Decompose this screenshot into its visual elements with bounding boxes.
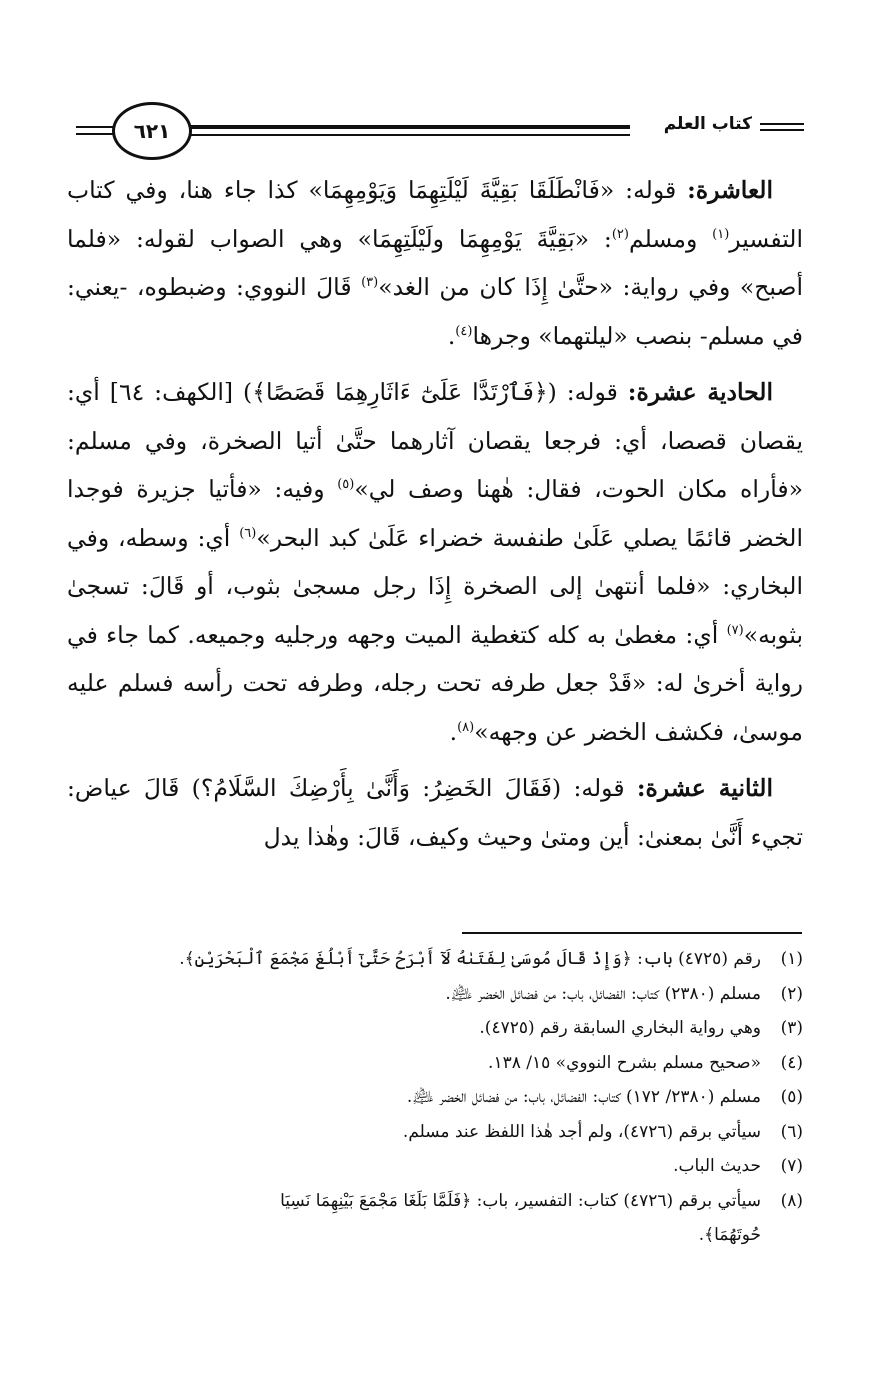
footnote-ref: (٧) bbox=[726, 622, 744, 638]
paragraph-text: ومسلم bbox=[628, 224, 713, 253]
paragraph-text: أي: مغطىٰ به كله كتغطية الميت وجهه ورجليه وجميعه. كما جاء في رواية أخرىٰ له: «قَدْ جعل طرفه تحت رجله، وطرفه تحت رأسه فسلم عليه موسىٰ، فكشف الخضر عن وجهه» bbox=[67, 620, 803, 746]
footnote-ref: (٨) bbox=[457, 719, 475, 735]
header-rule-right-top bbox=[760, 123, 804, 125]
footnote-text bbox=[67, 1184, 761, 1253]
footnote-number: (٢) bbox=[780, 983, 803, 1004]
footnote-text: سيأتي برقم (٤٧٢٦)، ولم أجد هٰذا اللفظ عند مسلم. bbox=[402, 1121, 761, 1142]
footnote-5 bbox=[67, 1080, 803, 1115]
header-rule-left-bottom bbox=[76, 133, 116, 135]
main-text bbox=[67, 166, 803, 869]
paragraph-heading: الثانية عشرة: bbox=[636, 774, 773, 802]
footnote-ref: (٢) bbox=[611, 226, 629, 242]
running-title: كتاب العلم bbox=[663, 114, 752, 134]
footnote-number: (٤) bbox=[780, 1052, 803, 1073]
footnote-text-line: سيأتي برقم (٤٧٢٦) كتاب: التفسير، باب: ﴿فَلَمَّا بَلَغَا مَجْمَعَ بَيْنِهِمَا نَسِيَا bbox=[280, 1190, 761, 1211]
paragraph-eleventh bbox=[67, 368, 803, 756]
paragraph-heading: الحادية عشرة: bbox=[627, 378, 773, 406]
footnote-1 bbox=[67, 942, 803, 977]
footnote-number: (٧) bbox=[780, 1156, 803, 1176]
header-rule-thin bbox=[190, 134, 630, 136]
footnote-3 bbox=[67, 1011, 803, 1046]
paragraph-text: قوله: (﴿فَٱرْتَدَّا عَلَىٰٓ ءَاثَارِهِمَا قَصَصًا﴾) [الكهف: ٦٤] أي: يقصان قصصا، أي: فرجعا يقصان آثارهما حتَّىٰ أتيا الصخرة، وفي مسلم: «فأراه مكان الحوت، فقال: هٰهنا وصف لي» bbox=[67, 378, 803, 503]
footnote-6 bbox=[67, 1115, 803, 1150]
footnote-text: «صحيح مسلم بشرح النووي» ١٥/ ١٣٨. bbox=[488, 1052, 761, 1073]
footnote-text: وهي رواية البخاري السابقة رقم (٤٧٢٥). bbox=[479, 1018, 761, 1038]
footnotes bbox=[67, 942, 803, 1253]
page-number-frame bbox=[112, 102, 192, 160]
paragraph-twelfth bbox=[67, 764, 803, 861]
paragraph-text: وفيه: «فأتيا جزيرة فوجدا الخضر قائمًا يصلي عَلَىٰ طنفسة خضراء عَلَىٰ كبد البحر» bbox=[67, 475, 803, 552]
footnote-number: (١) bbox=[780, 949, 803, 969]
footnote-ref: (٤) bbox=[455, 323, 473, 339]
footnote-ref: (٣) bbox=[361, 275, 379, 291]
footnote-number: (٦) bbox=[780, 1121, 803, 1142]
footnote-number: (٨) bbox=[780, 1190, 803, 1211]
paragraph-text: . bbox=[447, 321, 456, 350]
footnote-2 bbox=[67, 977, 803, 1012]
footnote-ref: (٦) bbox=[239, 525, 257, 541]
paragraph-heading: العاشرة: bbox=[687, 176, 773, 204]
header-rule-right-bottom bbox=[760, 129, 804, 131]
footnote-text: رقم (٤٧٢٥) باب: ﴿وَإِذْ قَالَ مُوسَىٰ لِفَتَىٰهُ لَآ أَبْرَحُ حَتَّىٰٓ أَبْلُغَ مَجْمَعَ ٱلْبَحْرَيْنِ﴾. bbox=[179, 949, 761, 969]
paragraph-tenth bbox=[67, 166, 803, 360]
footnote-number: (٥) bbox=[780, 1087, 803, 1107]
footnote-separator bbox=[462, 932, 802, 934]
header-rule-left-top bbox=[76, 126, 116, 128]
paragraph-text: قوله: «فَانْطَلَقَا بَقِيَّةَ لَيْلَتِهِمَا وَيَوْمِهِمَا» كذا جاء هنا، وفي كتاب التفسير bbox=[67, 176, 803, 253]
paragraph-text: قوله: (فَقَالَ الخَضِرُ: وَأَنَّىٰ بِأَرْضِكَ السَّلَامُ؟) قَالَ عياض: تجيء أَنَّىٰ بمعنىٰ: أين ومتىٰ وحيث وكيف، قَالَ: وهٰذا يدل bbox=[67, 774, 803, 851]
paragraph-text: قَالَ النووي: وضبطوه، -يعني: في مسلم- بنصب «ليلتهما» وجرها bbox=[67, 273, 803, 350]
footnote-text: مسلم (٢٣٨٠/ ١٧٢) كتاب: الفضائل، باب: من فضائل الخضر ﵇. bbox=[406, 1087, 761, 1107]
footnote-8 bbox=[67, 1184, 803, 1253]
page-header bbox=[76, 98, 804, 164]
footnote-7 bbox=[67, 1149, 803, 1184]
footnote-text: مسلم (٢٣٨٠) كتاب: الفضائل، باب: من فضائل الخضر ﵇. bbox=[445, 983, 761, 1004]
footnote-text: حديث الباب. bbox=[673, 1156, 761, 1176]
footnote-ref: (٥) bbox=[337, 477, 355, 493]
footnote-number: (٣) bbox=[780, 1018, 803, 1038]
footnote-text-continuation: حُوتَهُمَا﴾. bbox=[698, 1225, 761, 1245]
paragraph-text: : «بَقِيَّةَ يَوْمِهِمَا ولَيْلَتِهِمَا» وهي الصواب لقوله: «فلما أصبح» وفي رواية: «حتَّىٰ إِذَا كان من الغد» bbox=[67, 224, 803, 301]
paragraph-text: أي: وسطه، وفي البخاري: «فلما أنتهىٰ إلى الصخرة إِذَا رجل مسجىٰ بثوب، أو قَالَ: تسجىٰ بثوبه» bbox=[67, 523, 803, 649]
paragraph-text: . bbox=[449, 717, 458, 746]
page-number: ٦٢١ bbox=[133, 119, 171, 143]
header-rule-thick bbox=[190, 125, 630, 129]
footnote-4 bbox=[67, 1046, 803, 1081]
footnote-ref: (١) bbox=[712, 226, 730, 242]
